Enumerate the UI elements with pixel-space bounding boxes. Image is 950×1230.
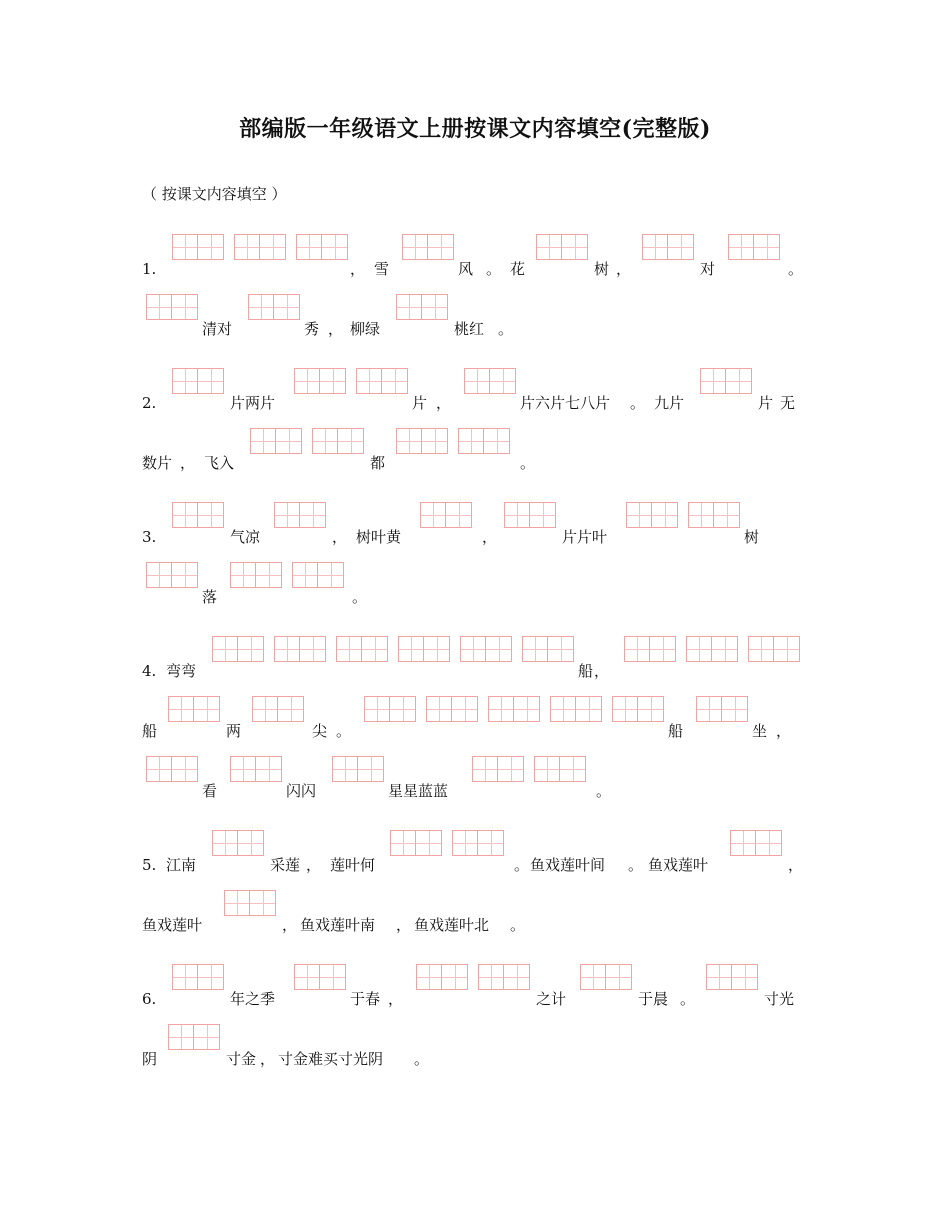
- pinyin-box-group: [252, 696, 304, 724]
- text-segment: 片片叶: [562, 528, 608, 546]
- pinyin-box-group: [312, 428, 364, 456]
- pinyin-box-group: [274, 502, 326, 530]
- pinyin-box-group: [612, 696, 664, 724]
- text-segment: ，: [282, 916, 298, 934]
- text-segment: 都: [370, 454, 386, 472]
- text-segment: ，: [332, 528, 348, 546]
- text-segment: 。: [514, 856, 530, 874]
- text-segment: 于春: [350, 990, 381, 1008]
- text-segment: 风: [458, 260, 474, 278]
- text-segment: 。: [486, 260, 502, 278]
- text-segment: 。: [352, 588, 368, 606]
- text-segment: 。: [630, 394, 646, 412]
- pinyin-box-group: [478, 964, 530, 992]
- text-segment: 桃红: [454, 320, 485, 338]
- pinyin-box-group: [212, 636, 264, 664]
- text-segment: 鱼戏莲叶南: [300, 916, 376, 934]
- pinyin-box-group: [458, 428, 510, 456]
- pinyin-box-group: [172, 502, 224, 530]
- text-segment: 寸金: [226, 1050, 257, 1068]
- pinyin-box-group: [688, 502, 740, 530]
- question-number: 6.: [142, 990, 157, 1008]
- pinyin-box-group: [402, 234, 454, 262]
- text-segment: 采莲: [270, 856, 301, 874]
- text-segment: 闪闪: [286, 782, 317, 800]
- text-segment: 片两片: [230, 394, 276, 412]
- text-segment: ，: [436, 394, 452, 412]
- text-segment: 。: [520, 454, 536, 472]
- pinyin-box-group: [504, 502, 556, 530]
- text-segment: ，: [180, 454, 196, 472]
- text-segment: 鱼戏莲叶北: [414, 916, 490, 934]
- pinyin-box-group: [172, 964, 224, 992]
- pinyin-box-group: [522, 636, 574, 664]
- text-segment: 树: [594, 260, 610, 278]
- question-number: 4.: [142, 662, 157, 680]
- pinyin-box-group: [248, 294, 300, 322]
- pinyin-box-group: [390, 830, 442, 858]
- question-number: 5.: [142, 856, 157, 874]
- pinyin-box-group: [460, 636, 512, 664]
- pinyin-box-group: [730, 830, 782, 858]
- text-segment: 船: [578, 662, 594, 680]
- text-segment: 气凉: [230, 528, 261, 546]
- text-segment: 。: [788, 260, 804, 278]
- pinyin-box-group: [700, 368, 752, 396]
- pinyin-box-group: [550, 696, 602, 724]
- text-segment: 飞入: [204, 454, 235, 472]
- text-segment: 看: [202, 782, 218, 800]
- pinyin-box-group: [168, 1024, 220, 1052]
- pinyin-box-group: [626, 502, 678, 530]
- text-segment: 树叶黄: [356, 528, 402, 546]
- pinyin-box-group: [172, 368, 224, 396]
- pinyin-box-group: [488, 696, 540, 724]
- pinyin-box-group: [332, 756, 384, 784]
- pinyin-box-group: [168, 696, 220, 724]
- document-title: 部编版一年级语文上册按课文内容填空(完整版): [239, 116, 711, 142]
- pinyin-box-group: [472, 756, 524, 784]
- pinyin-box-group: [274, 636, 326, 664]
- text-segment: 。: [596, 782, 612, 800]
- pinyin-box-group: [686, 636, 738, 664]
- text-segment: 。: [414, 1050, 430, 1068]
- text-segment: 坐: [752, 722, 768, 740]
- text-segment: 鱼戏莲叶: [142, 916, 203, 934]
- text-segment: 花: [510, 260, 526, 278]
- text-segment: 落: [202, 588, 218, 606]
- pinyin-box-group: [696, 696, 748, 724]
- text-segment: 之计: [536, 990, 567, 1008]
- pinyin-box-group: [146, 294, 198, 322]
- text-segment: 。: [510, 916, 526, 934]
- document-subtitle: （ 按课文内容填空 ）: [142, 185, 287, 203]
- pinyin-box-group: [146, 756, 198, 784]
- text-segment: 柳绿: [350, 320, 381, 338]
- text-segment: ，: [306, 856, 322, 874]
- text-segment: 星星蓝蓝: [388, 782, 449, 800]
- pinyin-box-group: [230, 756, 282, 784]
- pinyin-box-group: [642, 234, 694, 262]
- pinyin-box-group: [250, 428, 302, 456]
- text-segment: 莲叶何: [330, 856, 376, 874]
- text-segment: 弯弯: [166, 662, 197, 680]
- pinyin-box-group: [728, 234, 780, 262]
- pinyin-box-group: [356, 368, 408, 396]
- pinyin-box-group: [234, 234, 286, 262]
- pinyin-box-group: [364, 696, 416, 724]
- pinyin-box-group: [398, 636, 450, 664]
- text-segment: ，: [396, 916, 412, 934]
- text-segment: ，: [260, 1050, 276, 1068]
- pinyin-box-group: [534, 756, 586, 784]
- text-segment: ，: [328, 320, 344, 338]
- text-segment: ，: [350, 260, 366, 278]
- pinyin-box-group: [706, 964, 758, 992]
- pinyin-box-group: [748, 636, 800, 664]
- pinyin-box-group: [172, 234, 224, 262]
- text-segment: 鱼戏莲叶: [648, 856, 709, 874]
- pinyin-box-group: [224, 890, 276, 918]
- text-segment: 雪: [374, 260, 390, 278]
- text-segment: 。: [628, 856, 644, 874]
- text-segment: ，: [482, 528, 498, 546]
- text-segment: 秀: [304, 320, 320, 338]
- text-segment: 寸光: [764, 990, 795, 1008]
- text-segment: 片六片七八片: [520, 394, 611, 412]
- text-segment: 寸金难买寸光阴: [278, 1050, 384, 1068]
- text-segment: 九片: [654, 394, 685, 412]
- text-segment: 片: [412, 394, 428, 412]
- text-segment: 于晨: [638, 990, 669, 1008]
- text-segment: 片: [758, 394, 774, 412]
- text-segment: ，: [594, 662, 610, 680]
- text-segment: ，: [616, 260, 632, 278]
- text-segment: 鱼戏莲叶间: [530, 856, 606, 874]
- text-segment: 。: [498, 320, 514, 338]
- pinyin-box-group: [464, 368, 516, 396]
- pinyin-box-group: [146, 562, 198, 590]
- pinyin-box-group: [420, 502, 472, 530]
- text-segment: 尖: [312, 722, 328, 740]
- pinyin-box-group: [624, 636, 676, 664]
- pinyin-box-group: [580, 964, 632, 992]
- pinyin-box-group: [230, 562, 282, 590]
- text-segment: 船: [668, 722, 684, 740]
- pinyin-box-group: [212, 830, 264, 858]
- pinyin-box-group: [294, 964, 346, 992]
- pinyin-box-group: [416, 964, 468, 992]
- text-segment: ，: [388, 990, 404, 1008]
- text-segment: ，: [776, 722, 792, 740]
- pinyin-box-group: [296, 234, 348, 262]
- question-number: 1.: [142, 260, 157, 278]
- pinyin-box-group: [336, 636, 388, 664]
- text-segment: 阴: [142, 1050, 158, 1068]
- text-segment: 数片: [142, 454, 173, 472]
- text-segment: 两: [226, 722, 242, 740]
- text-segment: 无: [780, 394, 796, 412]
- text-segment: 年之季: [230, 990, 276, 1008]
- text-segment: 。: [336, 722, 352, 740]
- text-segment: 树: [744, 528, 760, 546]
- text-segment: 对: [700, 260, 716, 278]
- pinyin-box-group: [292, 562, 344, 590]
- pinyin-box-group: [452, 830, 504, 858]
- pinyin-box-group: [426, 696, 478, 724]
- text-segment: 。: [680, 990, 696, 1008]
- text-segment: ，: [788, 856, 804, 874]
- question-number: 2.: [142, 394, 157, 412]
- text-segment: 江南: [166, 856, 197, 874]
- pinyin-box-group: [536, 234, 588, 262]
- pinyin-box-group: [396, 294, 448, 322]
- pinyin-box-group: [396, 428, 448, 456]
- text-segment: 船: [142, 722, 158, 740]
- question-number: 3.: [142, 528, 157, 546]
- text-segment: 清对: [202, 320, 233, 338]
- pinyin-box-group: [294, 368, 346, 396]
